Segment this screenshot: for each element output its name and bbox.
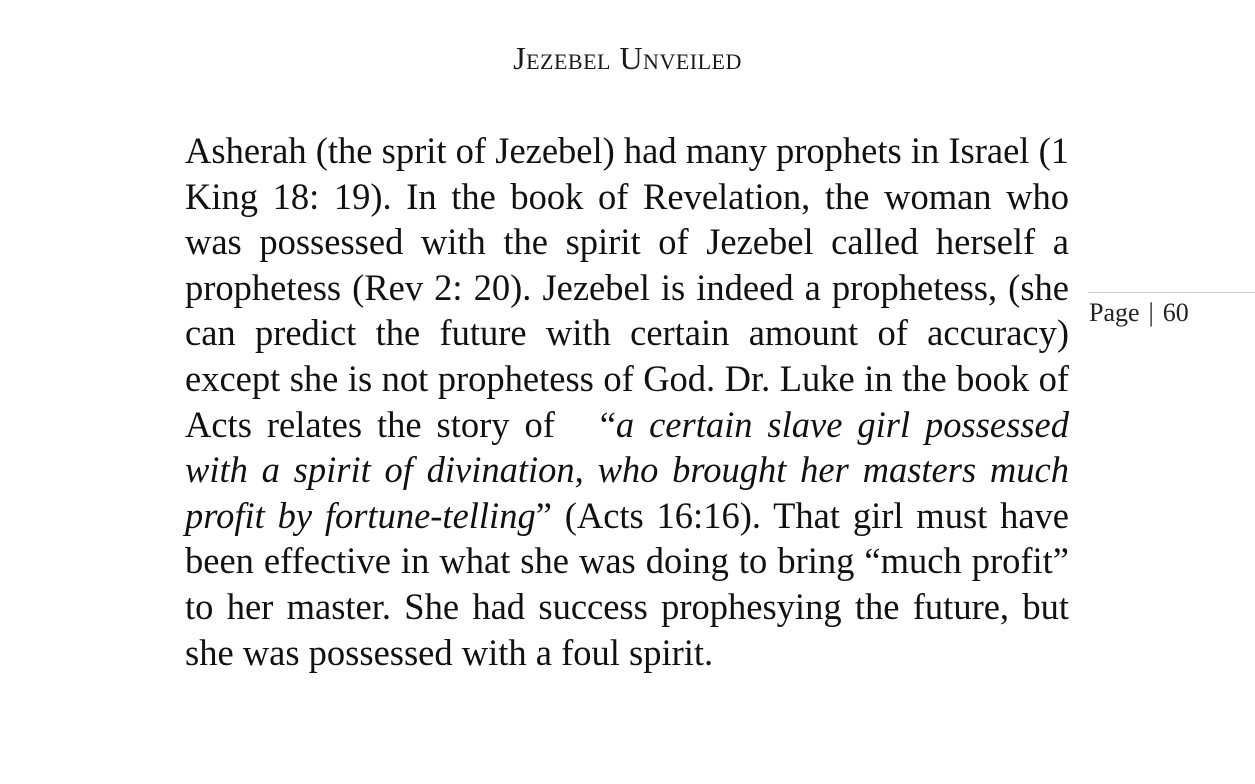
running-header-title: Jezebel Unveiled <box>513 40 742 76</box>
scripture-quote-italic: a certain slave girl possessed with a spirit of divination, who brought her masters much profit by fortune-telling <box>185 403 1069 536</box>
page-label: Page <box>1089 298 1140 327</box>
body-paragraph <box>185 128 1069 675</box>
page-number-rule <box>1088 292 1255 293</box>
paragraph-text-before-quote: Asherah (the sprit of Jezebel) had many prophets in Israel (1 King 18: 19). In the book of Revelation, the woman who was possessed with the spirit of Jezebel called herself a prophetess (Rev 2: 20). Jezebel is indeed a prophetess, (she can predict the future with certain amount of accuracy) except she is not prophetess of God. Dr. Luke in the book of Acts relates the story of “ <box>185 130 1069 445</box>
page-number-value: 60 <box>1162 298 1189 327</box>
paragraph-text-after-quote: ” (Acts 16:16). That girl must have been effective in what she was doing to bring “much profit” to her master. She had success prophesying the future, but she was possessed with a foul spirit. <box>185 494 1069 673</box>
page-number-block <box>1089 298 1189 328</box>
page-separator: | <box>1148 298 1154 327</box>
